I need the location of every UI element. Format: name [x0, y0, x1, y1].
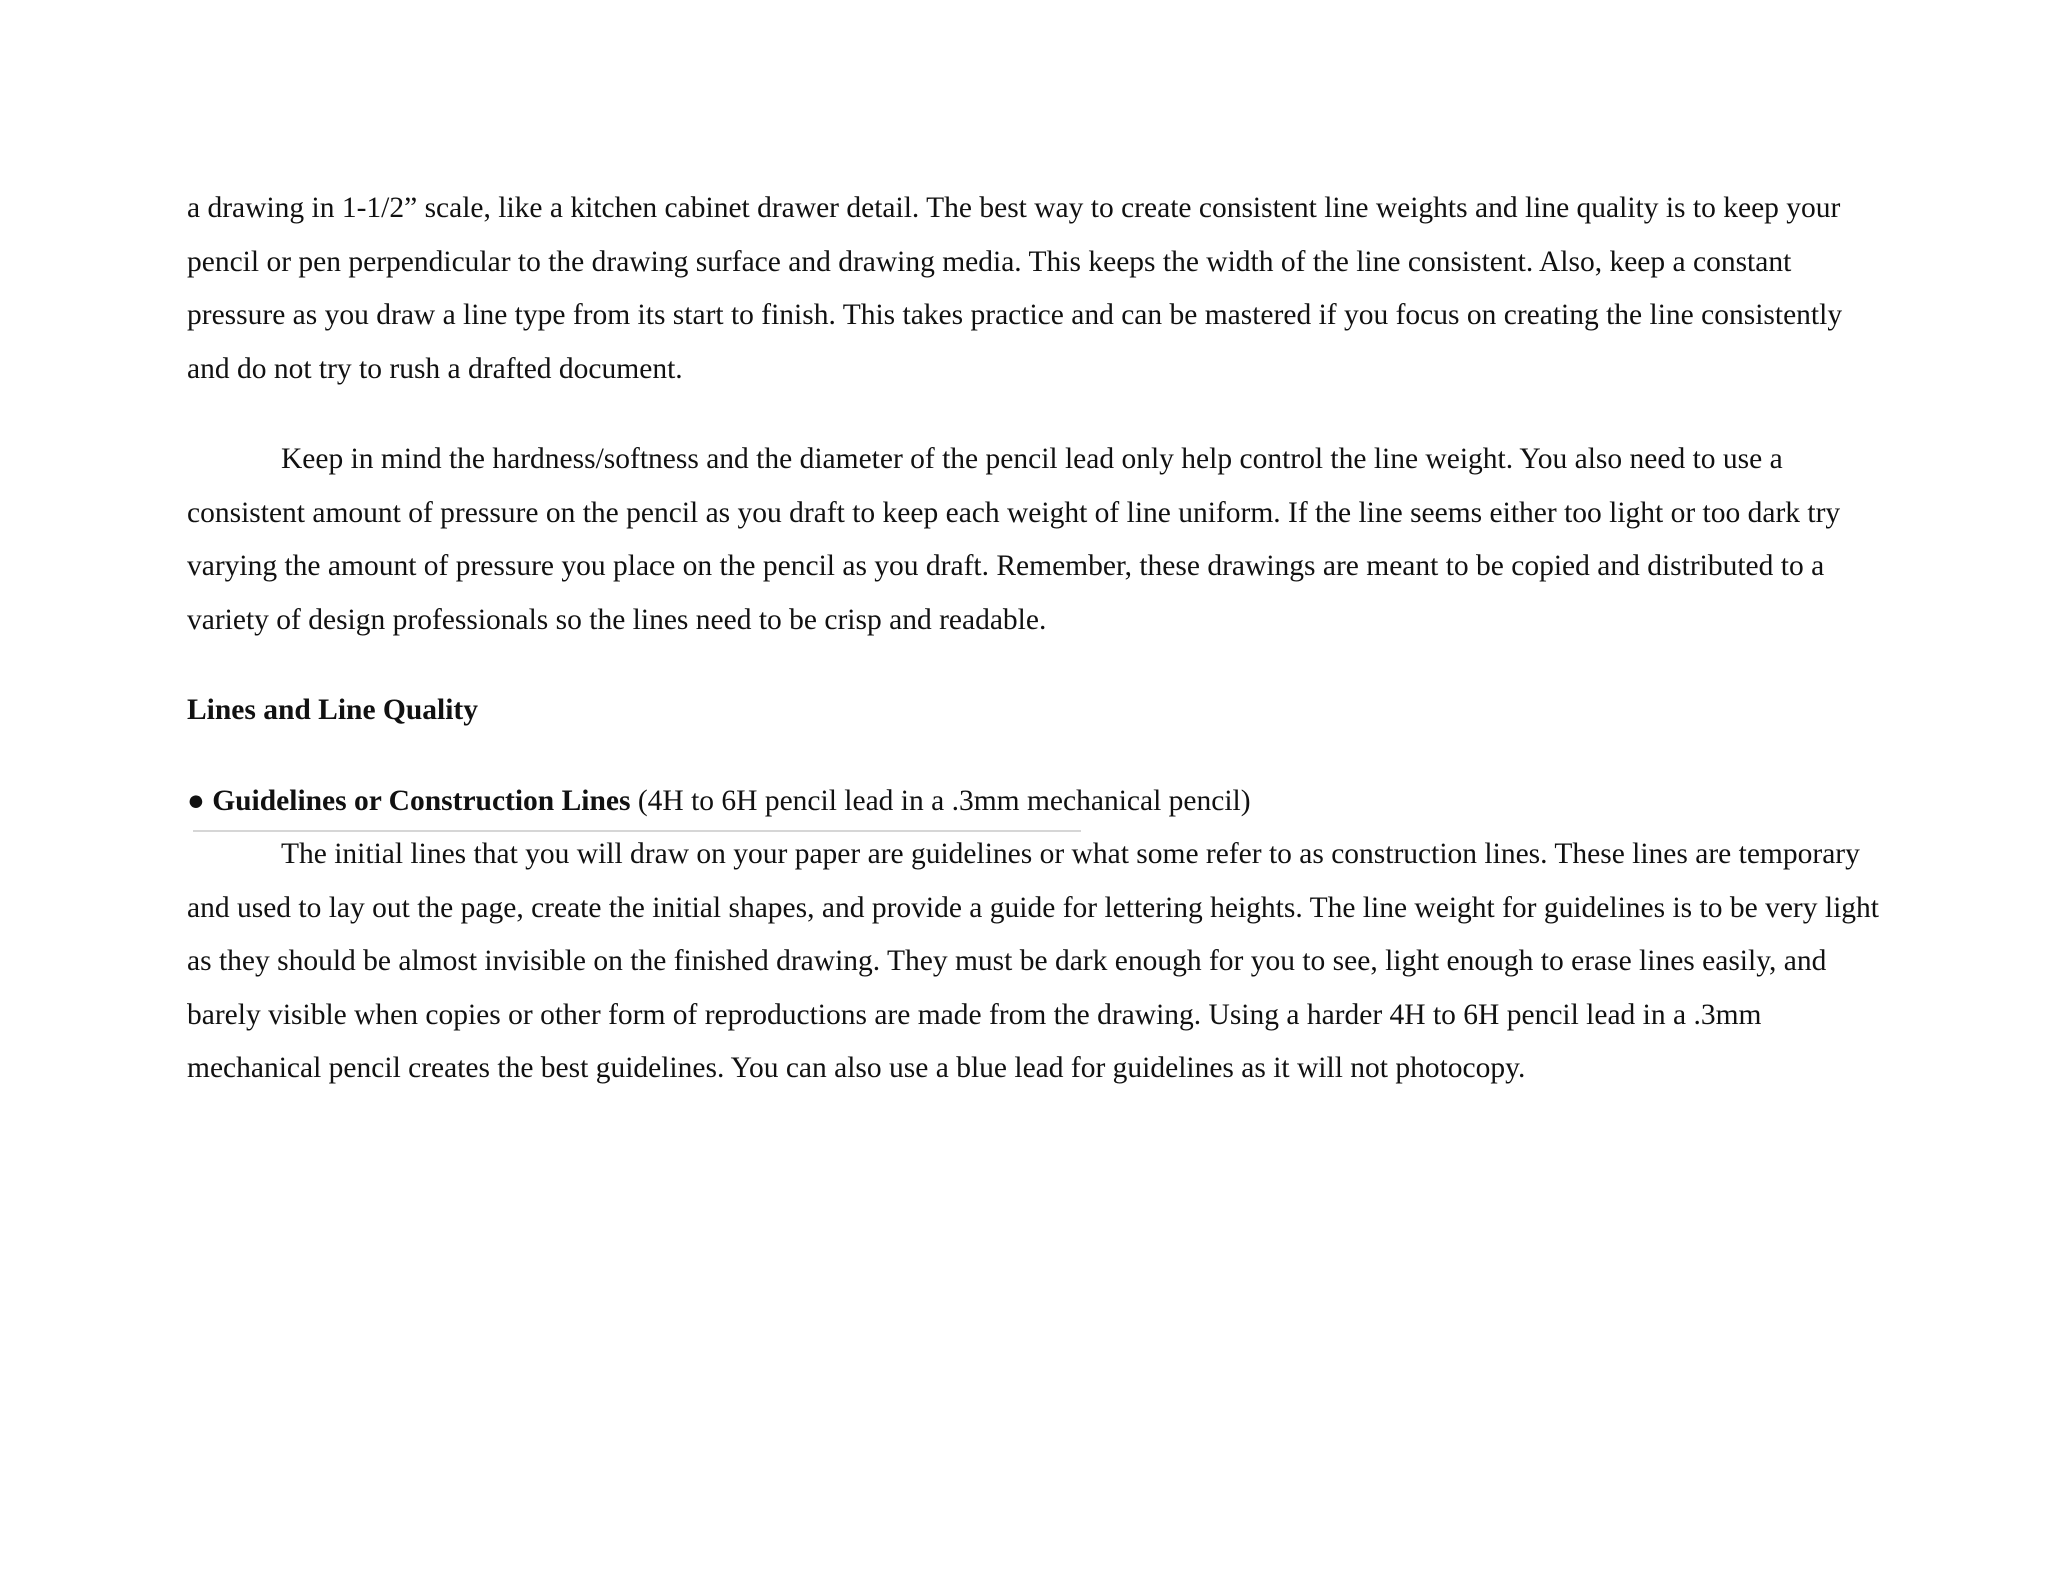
paragraph-guidelines-description: The initial lines that you will draw on your paper are guidelines or what some refer to as construction lines. These lines are temporary and used to lay out the page, create the initial shapes, and provide a guide for lettering heights. The line weight for guidelines is to be very light as they should be almost invisible on the finished drawing. They must be dark enough for you to see, light enough to erase lines easily, and barely visible when copies or other form of reproductions are made from the drawing. Using a harder 4H to 6H pencil lead in a .3mm mechanical pencil creates the best guidelines. You can also use a blue lead for guidelines as it will not photocopy.: [187, 838, 1879, 1084]
bullet-detail: (4H to 6H pencil lead in a .3mm mechanical pencil): [637, 784, 1251, 817]
bullet-item-guidelines: [187, 775, 1887, 829]
paragraph-line-quality-technique: a drawing in 1-1/2” scale, like a kitchen cabinet drawer detail. The best way to create consistent line weights and line quality is to keep your pencil or pen perpendicular to the drawing surface and drawing media. This keeps the width of the line consistent. Also, keep a constant pressure as you draw a line type from its start to finish. This takes practice and can be mastered if you focus on creating the line consistently and do not try to rush a drafted document.: [187, 192, 1843, 385]
paragraph-pencil-pressure: Keep in mind the hardness/softness and the diameter of the pencil lead only help control the line weight. You also need to use a consistent amount of pressure on the pencil as you draft to keep each weight of line uniform. If the line seems either too light or too dark try varying the amount of pressure you place on the pencil as you draft. Remember, these drawings are meant to be copied and distributed to a variety of design professionals so the lines need to be crisp and readable.: [187, 443, 1841, 636]
bullet-title: Guidelines or Construction Lines: [212, 784, 631, 817]
document-body: [187, 182, 1887, 1096]
bullet-marker: ●: [187, 784, 205, 817]
section-heading: Lines and Line Quality: [187, 694, 478, 726]
